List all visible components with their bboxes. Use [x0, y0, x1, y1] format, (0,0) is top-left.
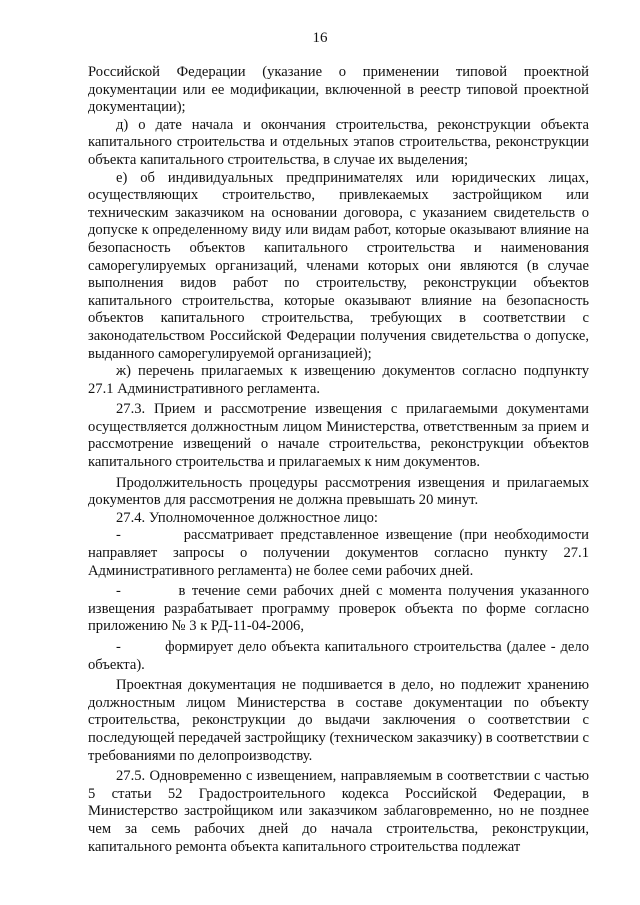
page-number: 16: [312, 30, 328, 46]
list-item-review: - рассматривает представленное извещение (при необходимости направляет запросы о получении документов согласно пункту 27.1 Административного регламента) не более семи рабочих дней.: [88, 527, 589, 579]
paragraph-item-d: д) о дате начала и окончания строительства, реконструкции объекта капитального строительства и отдельных этапов строительства, реконструкции объекта капитального строительства, в случае их выделения;: [88, 116, 589, 168]
list-item-case-file: - формирует дело объекта капитального строительства (далее - дело объекта).: [88, 639, 589, 673]
paragraph-continuation: Российской Федерации (указание о применении типовой проектной документации или ее модификации, включенной в реестр типовой проектной документации);: [88, 64, 589, 116]
paragraph-27-3: 27.3. Прием и рассмотрение извещения с прилагаемыми документами осуществляется должностным лицом Министерства, ответственным за прием и рассмотрение извещений о начале строительства, реконструкции объектов капитального строительства и прилагаемых к ним документов.: [88, 401, 589, 471]
document-body: [88, 64, 589, 856]
paragraph-item-zh: ж) перечень прилагаемых к извещению документов согласно подпункту 27.1 Административного регламента.: [88, 363, 589, 397]
paragraph-27-4: 27.4. Уполномоченное должностное лицо:: [116, 509, 378, 526]
list-item-program: - в течение семи рабочих дней с момента получения указанного извещения разрабатывает программу проверок объекта по форме согласно приложению № 3 к РД-11-04-2006,: [88, 583, 589, 635]
paragraph-duration: Продолжительность процедуры рассмотрения извещения и прилагаемых документов для рассмотрения не должна превышать 20 минут.: [88, 474, 589, 509]
paragraph-project-docs: Проектная документация не подшивается в дело, но подлежит хранению должностным лицом Министерства в составе документации по объекту строительства, реконструкции до выдачи заключения о соответствии с последующей передачей застройщику (техническом заказчику) в соответствии с требованиями по делопроизводству.: [88, 677, 589, 764]
paragraph-item-e: е) об индивидуальных предпринимателях или юридических лицах, осуществляющих строительство, привлекаемых застройщиком или техническим заказчиком на основании договора, с указанием свидетельств о допуске к определенному виду или видам работ, которые оказывают влияние на безопасность объектов капитального строительства и наименования саморегулируемых организаций, членами которых они являются (в случае выполнения видов работ по строительству, реконструкции объектов капитального строительства, которые оказывают влияние на безопасность объектов капитального строительства, требующих в соответствии с законодательством Российской Федерации получения свидетельства о допуске, выданного саморегулируемой организацией);: [88, 169, 589, 362]
paragraph-27-5: 27.5. Одновременно с извещением, направляемым в соответствии с частью 5 статьи 52 Градостроительного кодекса Российской Федерации, в Министерство застройщиком или заказчиком заблаговременно, но не позднее чем за семь рабочих дней до начала строительства, реконструкции, капитального ремонта объекта капитального строительства подлежат: [88, 768, 589, 855]
